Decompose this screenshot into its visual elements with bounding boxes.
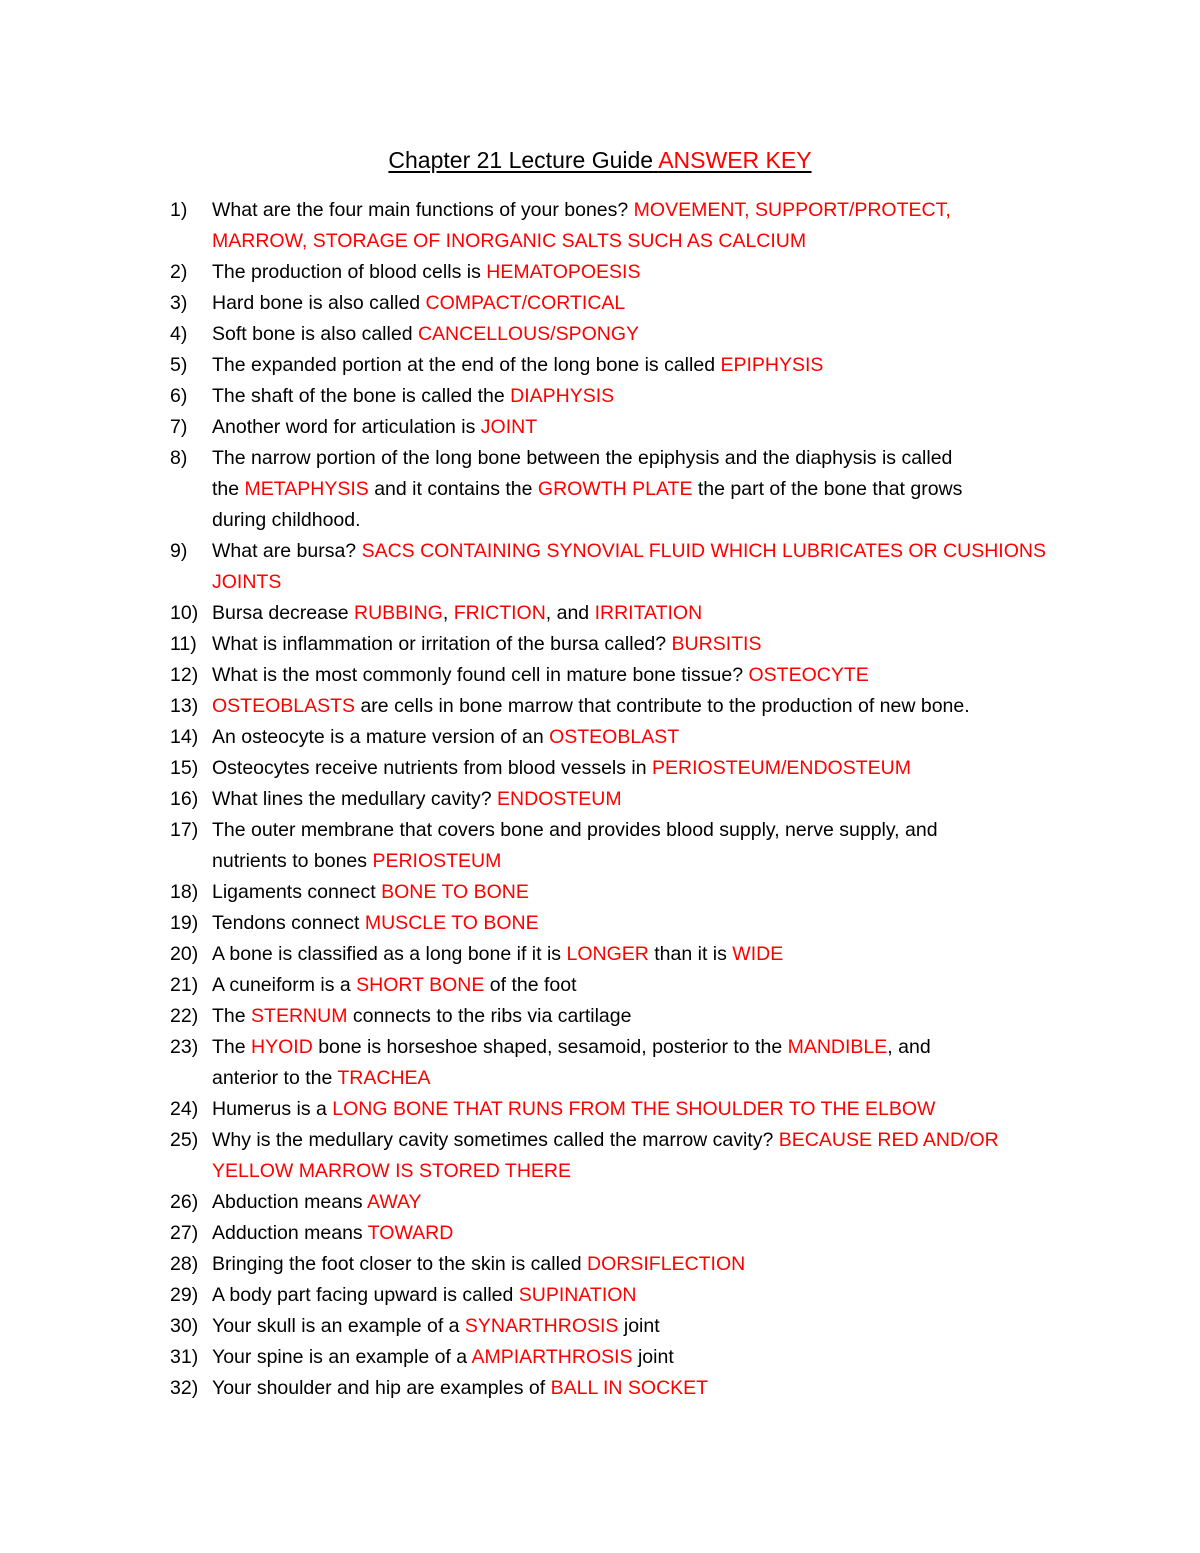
answer-text: IRRITATION	[594, 602, 703, 624]
question-text: What is the most commonly found cell in mature bone tissue?	[212, 664, 749, 686]
question-text: Tendons connect	[212, 912, 365, 934]
question-number: 18)	[170, 881, 199, 903]
question-number: 3)	[170, 292, 188, 314]
question-text: What are bursa?	[212, 540, 362, 562]
answer-text: BECAUSE RED AND/OR	[778, 1129, 999, 1151]
question-text: Osteocytes receive nutrients from blood vessels in	[212, 757, 653, 779]
question-line	[212, 1311, 1070, 1342]
question-line	[212, 381, 1070, 412]
question-item	[170, 1125, 1070, 1187]
question-item	[170, 753, 1070, 784]
question-text: The production of blood cells is	[212, 261, 487, 283]
question-line	[212, 350, 1070, 381]
question-text: The shaft of the bone is called the	[212, 385, 511, 407]
question-text: What lines the medullary cavity?	[212, 788, 498, 810]
question-text: the part of the bone that grows	[692, 478, 963, 500]
question-line	[212, 1280, 1070, 1311]
question-line	[212, 474, 1070, 505]
question-item	[170, 319, 1070, 350]
question-text: Soft bone is also called	[212, 323, 418, 345]
question-number: 16)	[170, 788, 199, 810]
question-number: 4)	[170, 323, 188, 345]
question-line	[212, 598, 1070, 629]
question-line	[212, 226, 1070, 257]
answer-text: EPIPHYSIS	[720, 354, 824, 376]
question-number: 1)	[170, 199, 188, 221]
answer-text: HYOID	[251, 1036, 313, 1058]
answer-text: TRACHEA	[337, 1067, 431, 1089]
answer-text: SYNARTHROSIS	[464, 1315, 619, 1337]
answer-text: YELLOW MARROW IS STORED THERE	[212, 1160, 571, 1182]
question-text: ,	[442, 602, 454, 624]
answer-text: BALL IN SOCKET	[550, 1377, 709, 1399]
answer-text: ENDOSTEUM	[497, 788, 622, 810]
question-text: Bringing the foot closer to the skin is called	[212, 1253, 588, 1275]
question-item	[170, 939, 1070, 970]
question-item	[170, 350, 1070, 381]
question-line	[212, 505, 1070, 536]
question-line	[212, 1032, 1070, 1063]
question-number: 28)	[170, 1253, 199, 1275]
question-line	[212, 939, 1070, 970]
answer-text: LONGER	[566, 943, 649, 965]
question-number: 9)	[170, 540, 188, 562]
question-text: Humerus is a	[212, 1098, 333, 1120]
question-line	[212, 1373, 1070, 1404]
question-item	[170, 1342, 1070, 1373]
question-line	[212, 722, 1070, 753]
question-number: 19)	[170, 912, 199, 934]
question-number: 11)	[170, 633, 197, 655]
question-line	[212, 1187, 1070, 1218]
question-line	[212, 629, 1070, 660]
question-item	[170, 1094, 1070, 1125]
question-line	[212, 536, 1070, 567]
answer-text: OSTEOCYTE	[748, 664, 869, 686]
question-line	[212, 288, 1070, 319]
question-item	[170, 1373, 1070, 1404]
question-item	[170, 1032, 1070, 1094]
answer-text: AMPIARTHROSIS	[471, 1346, 633, 1368]
question-number: 31)	[170, 1346, 199, 1368]
answer-text: AWAY	[367, 1191, 422, 1213]
question-text: nutrients to bones	[212, 850, 373, 872]
question-text: The	[212, 1005, 252, 1027]
question-number: 10)	[170, 602, 199, 624]
answer-text: PERIOSTEUM/ENDOSTEUM	[652, 757, 911, 779]
question-text: What is inflammation or irritation of the bursa called?	[212, 633, 672, 655]
question-text: connects to the ribs via cartilage	[347, 1005, 632, 1027]
question-text: bone is horseshoe shaped, sesamoid, posterior to the	[312, 1036, 788, 1058]
question-line	[212, 815, 1070, 846]
question-text: A cuneiform is a	[212, 974, 357, 996]
question-number: 8)	[170, 447, 188, 469]
question-text: What are the four main functions of your bones?	[212, 199, 634, 221]
answer-text: GROWTH PLATE	[537, 478, 693, 500]
question-text: during childhood.	[212, 509, 361, 531]
answer-text: MUSCLE TO BONE	[364, 912, 539, 934]
question-text: An osteocyte is a mature version of an	[212, 726, 550, 748]
question-item	[170, 629, 1070, 660]
question-item	[170, 1249, 1070, 1280]
question-text: The outer membrane that covers bone and provides blood supply, nerve supply, and	[212, 819, 938, 841]
question-line	[212, 970, 1070, 1001]
question-item	[170, 1218, 1070, 1249]
answer-text: HEMATOPOESIS	[486, 261, 641, 283]
question-item	[170, 877, 1070, 908]
question-number: 12)	[170, 664, 199, 686]
question-text: than it is	[648, 943, 733, 965]
question-text: the	[212, 478, 245, 500]
answer-text: FRICTION	[453, 602, 546, 624]
answer-text: MANDIBLE	[787, 1036, 888, 1058]
question-item	[170, 722, 1070, 753]
question-text: Ligaments connect	[212, 881, 382, 903]
title-main: Chapter 21 Lecture Guide	[388, 147, 654, 173]
question-item	[170, 1280, 1070, 1311]
question-line	[212, 691, 1070, 722]
question-line	[212, 1249, 1070, 1280]
question-text: Hard bone is also called	[212, 292, 426, 314]
answer-text: BURSITIS	[671, 633, 762, 655]
question-item	[170, 443, 1070, 536]
question-text: Another word for articulation is	[212, 416, 481, 438]
answer-text: JOINT	[480, 416, 538, 438]
answer-text: RUBBING	[354, 602, 443, 624]
answer-text: PERIOSTEUM	[372, 850, 502, 872]
question-text: A body part facing upward is called	[212, 1284, 519, 1306]
question-number: 27)	[170, 1222, 199, 1244]
question-number: 26)	[170, 1191, 199, 1213]
question-line	[212, 846, 1070, 877]
question-number: 17)	[170, 819, 199, 841]
question-line	[212, 908, 1070, 939]
question-text: of the foot	[484, 974, 577, 996]
question-text: Your skull is an example of a	[212, 1315, 465, 1337]
question-number: 30)	[170, 1315, 199, 1337]
question-text: Your shoulder and hip are examples of	[212, 1377, 551, 1399]
answer-text: OSTEOBLAST	[549, 726, 680, 748]
answer-text: DIAPHYSIS	[510, 385, 615, 407]
question-item	[170, 970, 1070, 1001]
answer-text: BONE TO BONE	[381, 881, 529, 903]
question-text: are cells in bone marrow that contribute to the production of new bone.	[355, 695, 970, 717]
question-text: Your spine is an example of a	[212, 1346, 472, 1368]
question-number: 23)	[170, 1036, 199, 1058]
question-number: 14)	[170, 726, 199, 748]
answer-text: METAPHYSIS	[244, 478, 369, 500]
answer-text: DORSIFLECTION	[587, 1253, 746, 1275]
answer-text: WIDE	[732, 943, 784, 965]
question-line	[212, 1156, 1070, 1187]
answer-text: STERNUM	[251, 1005, 348, 1027]
page-title	[0, 145, 1200, 175]
question-item	[170, 691, 1070, 722]
question-item	[170, 815, 1070, 877]
question-line	[212, 1125, 1070, 1156]
question-text: Adduction means	[212, 1222, 368, 1244]
question-number: 29)	[170, 1284, 199, 1306]
question-item	[170, 598, 1070, 629]
answer-text: SUPINATION	[518, 1284, 637, 1306]
question-line	[212, 319, 1070, 350]
question-line	[212, 877, 1070, 908]
question-text: Why is the medullary cavity sometimes called the marrow cavity?	[212, 1129, 779, 1151]
answer-text: OSTEOBLASTS	[212, 695, 356, 717]
question-number: 24)	[170, 1098, 199, 1120]
question-item	[170, 1187, 1070, 1218]
question-line	[212, 660, 1070, 691]
question-item	[170, 1311, 1070, 1342]
question-text: joint	[618, 1315, 660, 1337]
answer-text: LONG BONE THAT RUNS FROM THE SHOULDER TO THE ELBOW	[332, 1098, 936, 1120]
question-line	[212, 257, 1070, 288]
question-item	[170, 195, 1070, 257]
question-line	[212, 1094, 1070, 1125]
question-line	[212, 567, 1070, 598]
question-item	[170, 1001, 1070, 1032]
question-number: 5)	[170, 354, 188, 376]
question-line	[212, 784, 1070, 815]
question-line	[212, 1342, 1070, 1373]
question-item	[170, 412, 1070, 443]
question-number: 32)	[170, 1377, 199, 1399]
question-text: The expanded portion at the end of the long bone is called	[212, 354, 721, 376]
answer-text: MOVEMENT, SUPPORT/PROTECT,	[633, 199, 951, 221]
question-text: anterior to the	[212, 1067, 338, 1089]
question-list	[170, 195, 1070, 1404]
question-item	[170, 257, 1070, 288]
question-item	[170, 660, 1070, 691]
question-number: 15)	[170, 757, 199, 779]
answer-text: JOINTS	[212, 571, 282, 593]
question-number: 7)	[170, 416, 188, 438]
question-number: 20)	[170, 943, 199, 965]
question-text: , and	[545, 602, 595, 624]
answer-text: TOWARD	[367, 1222, 454, 1244]
question-text: Abduction means	[212, 1191, 368, 1213]
question-item	[170, 908, 1070, 939]
question-item	[170, 288, 1070, 319]
question-number: 6)	[170, 385, 188, 407]
question-number: 22)	[170, 1005, 199, 1027]
question-number: 13)	[170, 695, 199, 717]
question-item	[170, 381, 1070, 412]
question-text: The narrow portion of the long bone between the epiphysis and the diaphysis is called	[212, 447, 953, 469]
question-text: A bone is classified as a long bone if it is	[212, 943, 567, 965]
question-line	[212, 1063, 1070, 1094]
question-line	[212, 443, 1070, 474]
answer-text: SACS CONTAINING SYNOVIAL FLUID WHICH LUBRICATES OR CUSHIONS	[361, 540, 1046, 562]
question-text: joint	[632, 1346, 674, 1368]
question-item	[170, 784, 1070, 815]
question-line	[212, 1218, 1070, 1249]
question-line	[212, 1001, 1070, 1032]
answer-text: MARROW, STORAGE OF INORGANIC SALTS SUCH AS CALCIUM	[212, 230, 807, 252]
answer-text: SHORT BONE	[356, 974, 485, 996]
question-line	[212, 195, 1070, 226]
question-text: The	[212, 1036, 252, 1058]
question-number: 21)	[170, 974, 199, 996]
question-line	[212, 412, 1070, 443]
answer-text: COMPACT/CORTICAL	[425, 292, 626, 314]
question-text: Bursa decrease	[212, 602, 354, 624]
answer-text: CANCELLOUS/SPONGY	[417, 323, 640, 345]
question-text: , and	[887, 1036, 931, 1058]
question-item	[170, 536, 1070, 598]
question-text: and it contains the	[368, 478, 538, 500]
question-number: 2)	[170, 261, 188, 283]
question-line	[212, 753, 1070, 784]
title-answer-key: ANSWER KEY	[658, 147, 812, 173]
question-number: 25)	[170, 1129, 199, 1151]
